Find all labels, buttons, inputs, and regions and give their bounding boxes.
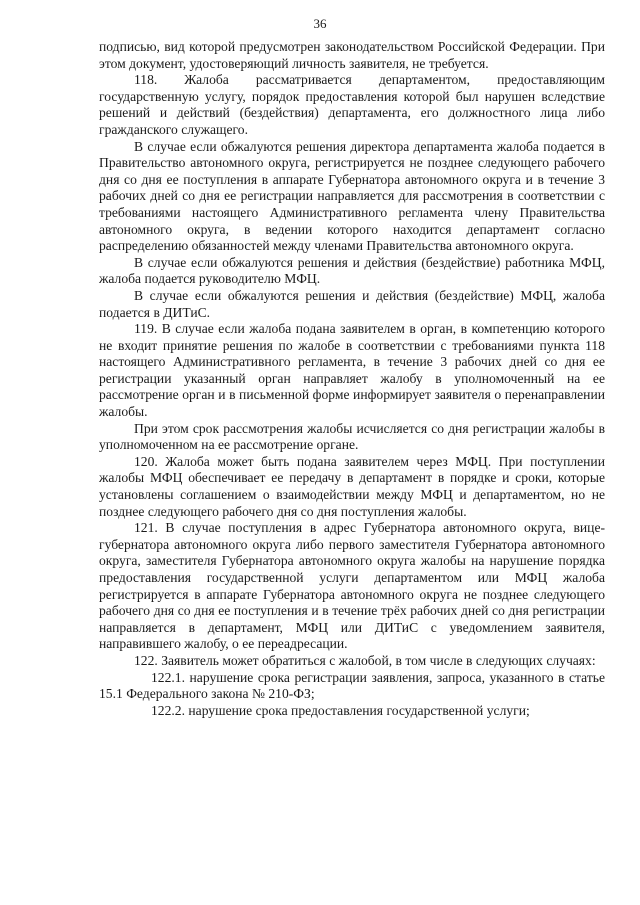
paragraph-122-2: 122.2. нарушение срока предоставления государственной услуги; bbox=[151, 702, 530, 718]
paragraph-120: 120. Жалоба может быть подана заявителем через МФЦ. При поступлении жалобы МФЦ обеспечивает ее передачу в департамент в порядке и сроки, которые установлены соглашением о взаимодействии между МФЦ и департаментом, но не позднее следующего рабочего дня со дня поступления жалобы. bbox=[99, 453, 605, 519]
paragraph-119: 119. В случае если жалоба подана заявителем в орган, в компетенцию которого не входит принятие решения по жалобе в соответствии с требованиями пункта 118 настоящего Административного регламента, в течение 3 рабочих дней со дня ее регистрации указанный орган направляет жалобу в уполномоченный на ее рассмотрение орган и в письменной форме информирует заявителя о перенаправлении жалобы. bbox=[99, 321, 605, 420]
document-body bbox=[99, 39, 605, 719]
paragraph-118-mfc-worker: В случае если обжалуются решения и действия (бездействие) работника МФЦ, жалоба подается руководителю МФЦ. bbox=[99, 254, 605, 287]
paragraph-119-term: При этом срок рассмотрения жалобы исчисляется со дня регистрации жалобы в уполномоченном на ее рассмотрение органе. bbox=[99, 420, 605, 453]
paragraph-continuation: подписью, вид которой предусмотрен законодательством Российской Федерации. При этом документ, удостоверяющий личность заявителя, не требуется. bbox=[99, 39, 605, 71]
paragraph-122: 122. Заявитель может обратиться с жалобой, в том числе в следующих случаях: bbox=[134, 652, 596, 668]
paragraph-121: 121. В случае поступления в адрес Губернатора автономного округа, вице-губернатора автономного округа либо первого заместителя Губернатора автономного округа, заместителя Губернатора автономного округа жалобы на нарушение порядка предоставления государственной услуги департаментом или МФЦ жалоба регистрируется в аппарате Губернатора автономного округа не позднее следующего рабочего дня со дня ее поступления и в течение трёх рабочих дней со дня регистрации направляется в департамент, МФЦ или ДИТиС с уведомлением заявителя, направившего жалобу, о ее переадресации. bbox=[99, 520, 605, 652]
page-number: 36 bbox=[313, 16, 327, 31]
paragraph-122-1: 122.1. нарушение срока регистрации заявления, запроса, указанного в статье 15.1 Федерального закона № 210-ФЗ; bbox=[99, 669, 605, 702]
paragraph-118: 118. Жалоба рассматривается департаментом, предоставляющим государственную услугу, порядок предоставления которой был нарушен вследствие решений и действий (бездействия) департамента, его должностного лица либо гражданского служащего. bbox=[99, 72, 605, 137]
paragraph-118-director: В случае если обжалуются решения директора департамента жалоба подается в Правительство автономного округа, регистрируется не позднее следующего рабочего дня со дня ее поступления в аппарате Губернатора автономного округа и в течение 3 рабочих дней со дня ее регистрации направляется для рассмотрения в соответствии с требованиями настоящего Административного регламента члену Правительства автономного округа, в ведении которого находится департамент согласно распределению обязанностей между членами Правительства автономного округа. bbox=[99, 138, 605, 254]
paragraph-118-mfc: В случае если обжалуются решения и действия (бездействие) МФЦ, жалоба подается в ДИТиС. bbox=[99, 287, 605, 320]
